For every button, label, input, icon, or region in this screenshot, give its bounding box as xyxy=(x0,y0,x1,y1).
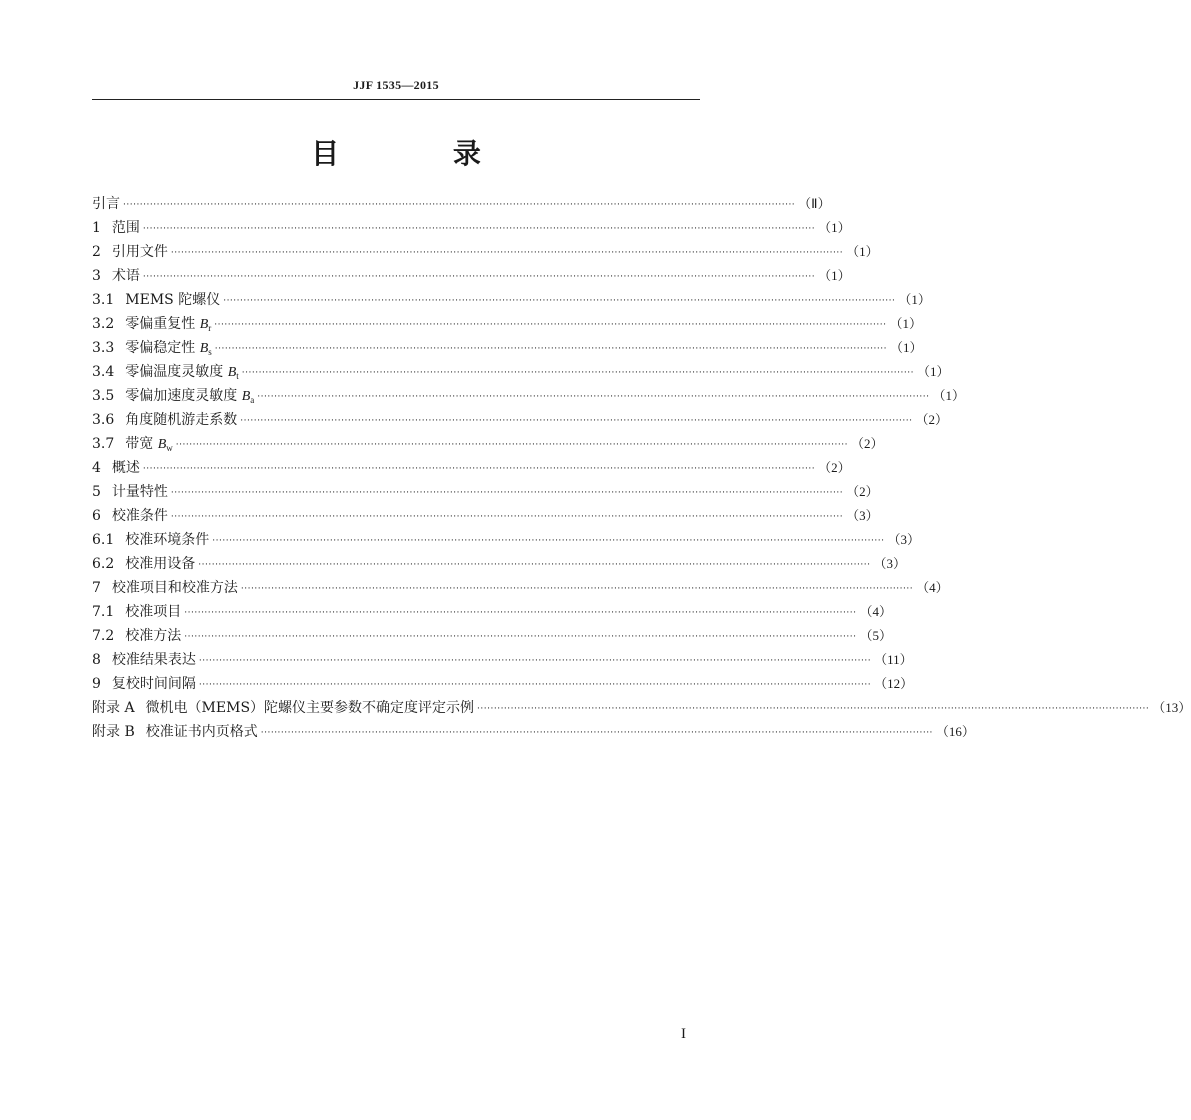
toc-entry-label-text: 校准环境条件 xyxy=(125,532,210,548)
dot-leader: ········································································································································································································ xyxy=(142,224,816,234)
toc-entry[interactable] xyxy=(92,648,913,672)
toc-entry-label xyxy=(125,408,237,432)
toc-entry-symbol-subscript: a xyxy=(250,395,255,405)
toc-entry-number: 2 xyxy=(92,244,101,260)
toc-entry-label-text: 引用文件 xyxy=(111,244,168,260)
toc-entry-label-text: 零偏加速度灵敏度 xyxy=(125,388,242,404)
toc-entry-page: （11） xyxy=(874,652,913,667)
toc-entry-page: （1） xyxy=(932,388,965,403)
dot-leader: ········································································································································································································ xyxy=(198,656,872,666)
toc-entry-page: （3） xyxy=(887,532,920,547)
toc-entry-label xyxy=(125,552,195,576)
toc-entry-number: 3.4 xyxy=(92,364,115,380)
toc-entry[interactable] xyxy=(92,624,892,648)
toc-entry-label-text: 概述 xyxy=(111,460,140,476)
toc-entry[interactable] xyxy=(92,360,950,384)
dot-leader: ········································································································································································································ xyxy=(240,584,914,594)
toc-entry-label xyxy=(146,720,258,744)
toc-entry-label-text: 计量特性 xyxy=(111,484,168,500)
toc-entry-symbol-subscript: w xyxy=(166,443,173,453)
toc-entry-label-text: 引言 xyxy=(92,196,120,212)
toc-entry-label xyxy=(112,576,238,600)
toc-entry[interactable] xyxy=(92,672,914,696)
toc-entry[interactable] xyxy=(92,600,892,624)
toc-entry-page: （13） xyxy=(1152,700,1191,715)
dot-leader: ········································································································································································································ xyxy=(240,416,913,426)
toc-entry-page: （1） xyxy=(818,268,851,283)
toc-entry-page: （2） xyxy=(818,460,851,475)
toc-entry-label xyxy=(112,264,140,288)
toc-entry-number: 6.2 xyxy=(92,556,115,572)
toc-entry-label-text: 校准用设备 xyxy=(125,556,196,572)
table-of-contents xyxy=(92,192,1191,744)
toc-entry-symbol: B xyxy=(241,389,251,404)
toc-entry-label-text: 校准条件 xyxy=(111,508,168,524)
toc-entry-page: （4） xyxy=(859,604,892,619)
toc-entry[interactable] xyxy=(92,336,923,360)
toc-entry-number: 3.6 xyxy=(92,412,115,428)
toc-entry-label xyxy=(112,504,168,528)
toc-entry-label xyxy=(112,456,140,480)
toc-entry-page: （1） xyxy=(916,364,950,379)
toc-entry-page: （2） xyxy=(850,436,884,451)
toc-entry-label xyxy=(125,600,181,624)
toc-entry-label-text: 角度随机游走系数 xyxy=(125,412,238,428)
toc-entry-label-text: 微机电（MEMS）陀螺仪主要参数不确定度评定示例 xyxy=(145,700,475,716)
toc-entry[interactable] xyxy=(92,696,1191,720)
toc-entry-page: （12） xyxy=(874,676,914,691)
toc-entry-number: 3.5 xyxy=(92,388,115,404)
dot-leader: ········································································································································································································ xyxy=(212,536,885,546)
dot-leader: ········································································································································································································ xyxy=(214,344,887,354)
toc-entry-label-text: 零偏稳定性 xyxy=(125,340,200,356)
dot-leader: ········································································································································································································ xyxy=(170,488,844,498)
toc-entry-label-text: MEMS 陀螺仪 xyxy=(125,292,221,308)
toc-entry-label-text: 校准结果表达 xyxy=(111,652,196,668)
toc-entry[interactable] xyxy=(92,456,851,480)
toc-entry[interactable] xyxy=(92,408,948,432)
toc-entry-label-text: 校准项目 xyxy=(125,604,182,620)
toc-entry-symbol: B xyxy=(157,437,167,452)
dot-leader: ········································································································································································································ xyxy=(175,440,848,450)
toc-entry-label-text: 复校时间间隔 xyxy=(111,676,196,692)
toc-entry-page: （1） xyxy=(889,316,922,331)
toc-entry[interactable] xyxy=(92,576,949,600)
toc-entry-label xyxy=(112,648,196,672)
toc-entry[interactable] xyxy=(92,312,922,336)
toc-entry-page: （3） xyxy=(873,556,906,571)
toc-entry-symbol-subscript: r xyxy=(208,323,212,333)
toc-entry-page: （16） xyxy=(935,724,975,739)
toc-entry-number: 6 xyxy=(92,508,101,524)
toc-entry[interactable] xyxy=(92,192,831,216)
dot-leader: ········································································································································································································ xyxy=(241,368,914,378)
dot-leader: ········································································································································································································ xyxy=(170,512,844,522)
toc-entry-label-text: 零偏温度灵敏度 xyxy=(125,364,228,380)
toc-entry-label-text: 零偏重复性 xyxy=(125,316,200,332)
toc-entry-label xyxy=(112,480,168,504)
toc-entry-label xyxy=(125,288,220,312)
toc-entry-label xyxy=(125,528,209,552)
toc-entry-label xyxy=(146,696,474,720)
toc-entry-page: （3） xyxy=(846,508,879,523)
toc-entry[interactable] xyxy=(92,528,920,552)
dot-leader: ········································································································································································································ xyxy=(184,632,857,642)
toc-entry[interactable] xyxy=(92,504,879,528)
dot-leader: ········································································································································································································ xyxy=(123,200,796,210)
toc-entry-number: 5 xyxy=(92,484,101,500)
toc-entry[interactable] xyxy=(92,720,975,744)
toc-entry-symbol: B xyxy=(227,365,237,380)
toc-entry-label xyxy=(112,672,196,696)
dot-leader: ········································································································································································································ xyxy=(223,296,896,306)
toc-entry-number: 7.1 xyxy=(92,604,115,620)
toc-entry-number: 附录 B xyxy=(92,724,135,740)
dot-leader: ········································································································································································································ xyxy=(170,248,844,258)
toc-entry-number: 3.3 xyxy=(92,340,115,356)
toc-entry[interactable] xyxy=(92,384,965,408)
toc-entry[interactable] xyxy=(92,432,884,456)
toc-entry-number: 4 xyxy=(92,460,101,476)
toc-entry-label-text: 范围 xyxy=(111,220,140,236)
toc-entry-number: 1 xyxy=(92,220,101,236)
toc-entry-symbol-subscript: t xyxy=(236,371,239,381)
toc-entry-number: 8 xyxy=(92,652,101,668)
toc-entry-page: （5） xyxy=(859,628,892,643)
toc-entry[interactable] xyxy=(92,288,931,312)
toc-entry-number: 7 xyxy=(92,580,101,596)
toc-entry-label xyxy=(92,192,120,216)
toc-entry-page: （4） xyxy=(916,580,949,595)
toc-title: 目 录 xyxy=(311,137,533,170)
toc-entry[interactable] xyxy=(92,552,906,576)
toc-entry-label-text: 带宽 xyxy=(125,436,158,452)
toc-entry-label-text: 术语 xyxy=(111,268,140,284)
page-number: I xyxy=(681,1026,686,1042)
dot-leader: ········································································································································································································ xyxy=(142,272,816,282)
toc-entry[interactable] xyxy=(92,240,879,264)
toc-entry-symbol: B xyxy=(199,341,209,356)
toc-entry-number: 3.7 xyxy=(92,436,115,452)
toc-entry-number: 3.2 xyxy=(92,316,115,332)
toc-entry-number: 3.1 xyxy=(92,292,115,308)
toc-entry-number: 7.2 xyxy=(92,628,115,644)
toc-entry-page: （1） xyxy=(846,244,879,259)
dot-leader: ········································································································································································································ xyxy=(257,392,930,402)
toc-entry-number: 9 xyxy=(92,676,101,692)
toc-entry-number: 6.1 xyxy=(92,532,115,548)
toc-entry-page: （1） xyxy=(889,340,923,355)
dot-leader: ········································································································································································································ xyxy=(198,680,872,690)
toc-entry-label-text: 校准方法 xyxy=(125,628,182,644)
toc-entry-number: 3 xyxy=(92,268,101,284)
toc-entry[interactable] xyxy=(92,216,851,240)
dot-leader: ········································································································································································································ xyxy=(184,608,857,618)
toc-entry-symbol-subscript: s xyxy=(208,347,212,357)
dot-leader: ········································································································································································································ xyxy=(214,320,887,330)
dot-leader: ········································································································································································································ xyxy=(260,728,933,738)
toc-entry-symbol: B xyxy=(199,317,209,332)
toc-entry-number: 附录 A xyxy=(92,700,135,716)
toc-entry-label-text: 校准项目和校准方法 xyxy=(111,580,238,596)
toc-entry-page: （Ⅱ） xyxy=(798,196,831,211)
toc-entry-label xyxy=(112,216,140,240)
toc-entry[interactable] xyxy=(92,480,879,504)
toc-entry-page: （2） xyxy=(915,412,948,427)
toc-entry-label-text: 校准证书内页格式 xyxy=(145,724,258,740)
header-rule xyxy=(92,99,700,100)
toc-entry-page: （1） xyxy=(818,220,851,235)
dot-leader: ········································································································································································································ xyxy=(142,464,816,474)
toc-entry-label xyxy=(125,624,181,648)
document-code-header: JJF 1535—2015 xyxy=(353,78,439,92)
toc-entry-page: （1） xyxy=(898,292,931,307)
toc-entry[interactable] xyxy=(92,264,851,288)
dot-leader: ········································································································································································································ xyxy=(477,704,1150,714)
toc-entry-page: （2） xyxy=(846,484,879,499)
toc-entry-label xyxy=(112,240,168,264)
dot-leader: ········································································································································································································ xyxy=(198,560,871,570)
